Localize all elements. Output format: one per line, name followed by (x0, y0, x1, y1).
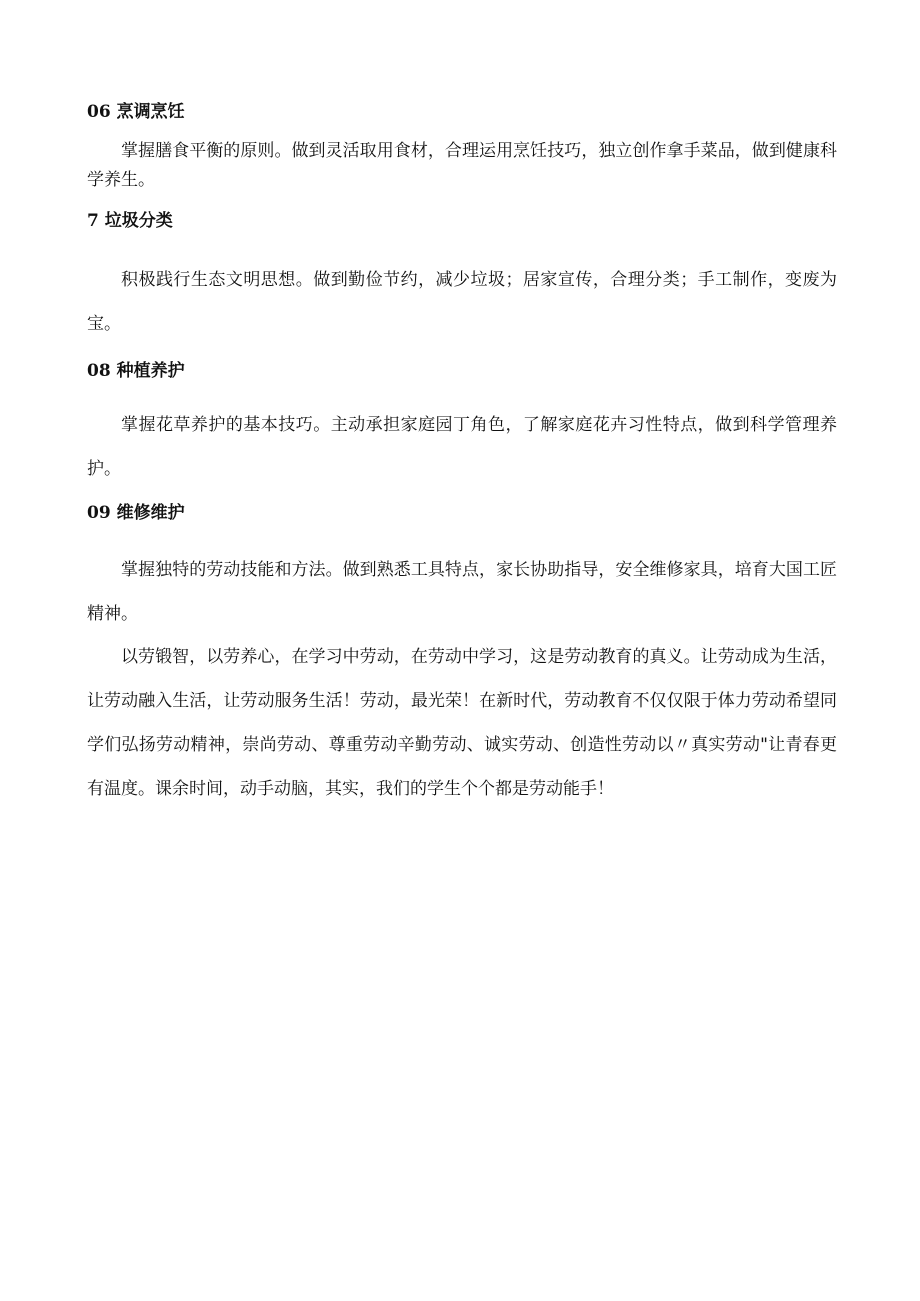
section-heading-planting: 08 种植养护 (87, 361, 185, 381)
section-heading-waste-sorting: 7 垃圾分类 (87, 211, 173, 231)
section-body-cooking: 掌握膳食平衡的原则。做到灵活取用食材，合理运用烹饪技巧，独立创作拿手菜品，做到健康科学养生。 (87, 141, 837, 190)
section-heading-cooking: 06 烹调烹饪 (87, 102, 185, 122)
section-heading-repair: 09 维修维护 (87, 503, 185, 523)
section-body-planting: 掌握花草养护的基本技巧。主动承担家庭园丁角色，了解家庭花卉习性特点，做到科学管理养护。 (87, 415, 837, 479)
section-body-waste-sorting: 积极践行生态文明思想。做到勤俭节约，减少垃圾；居家宣传，合理分类；手工制作，变废为宝。 (87, 270, 837, 334)
conclusion-paragraph: 以劳锻智，以劳养心，在学习中劳动，在劳动中学习，这是劳动教育的真义。让劳动成为生活，让劳动融入生活，让劳动服务生活！劳动，最光荣！在新时代，劳动教育不仅仅限于体力劳动希望同学们弘扬劳动精神，崇尚劳动、尊重劳动辛勤劳动、诚实劳动、创造性劳动以〃真实劳动"让青春更有温度。课余时间，动手动脑，其实，我们的学生个个都是劳动能手！ (87, 647, 837, 799)
section-body-repair: 掌握独特的劳动技能和方法。做到熟悉工具特点，家长协助指导，安全维修家具，培育大国工匠精神。 (87, 560, 837, 624)
